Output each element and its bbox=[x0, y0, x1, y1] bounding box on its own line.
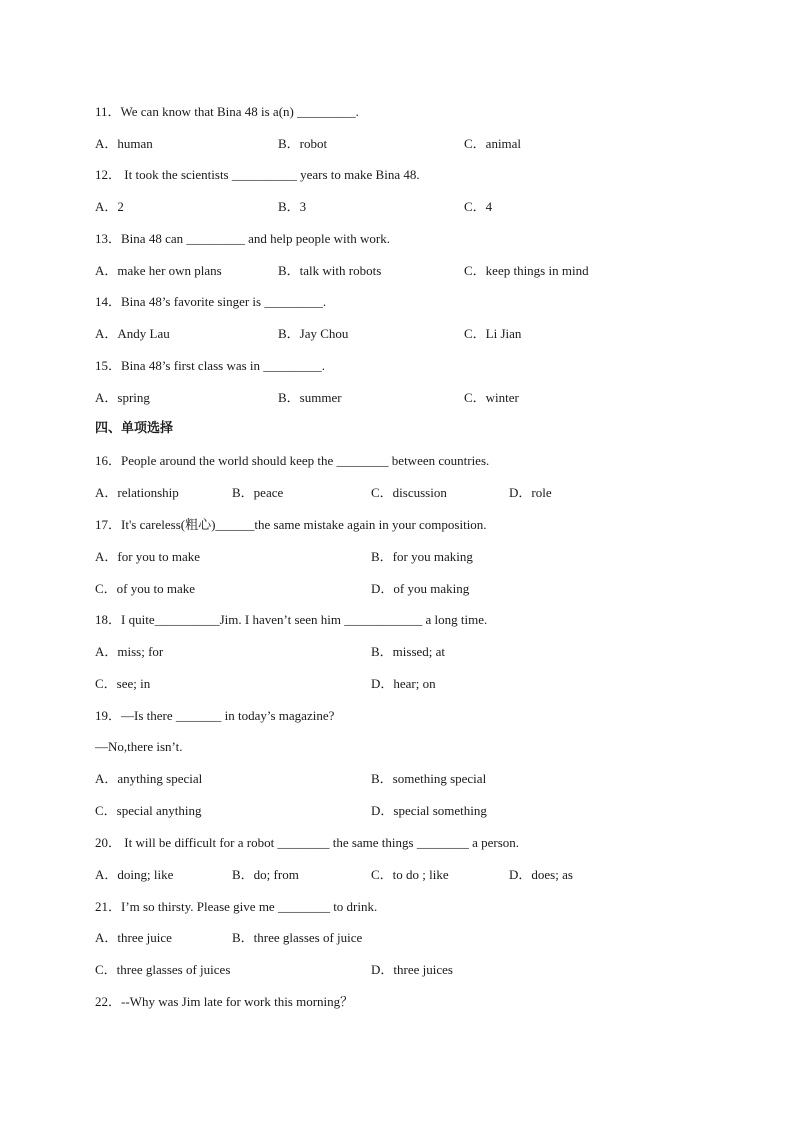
question-stem: Bina 48’s favorite singer is _________. bbox=[121, 294, 327, 309]
question-stem: It will be difficult for a robot ________ the same things ________ a person. bbox=[121, 835, 520, 850]
question-stem: It's careless(粗心)______the same mistake again in your composition. bbox=[121, 517, 487, 532]
option-c: C．of you to make bbox=[95, 581, 196, 596]
option-d: D．special something bbox=[371, 803, 487, 818]
question-number: 11． bbox=[95, 104, 121, 119]
question-12 bbox=[95, 167, 420, 183]
question-number: 20． bbox=[95, 835, 122, 850]
option-a: A．human bbox=[95, 136, 153, 151]
option-a: A．three juice bbox=[95, 930, 172, 945]
option-b: B．Jay Chou bbox=[278, 326, 349, 341]
option-d: D．three juices bbox=[371, 962, 453, 977]
option-a: A．miss; for bbox=[95, 644, 164, 659]
question-stem: --Why was Jim late for work this morning？ bbox=[121, 994, 354, 1009]
question-stem: Bina 48’s first class was in _________. bbox=[121, 358, 326, 373]
option-a: A．spring bbox=[95, 390, 150, 405]
question-stem: Bina 48 can _________ and help people with work. bbox=[121, 231, 390, 246]
question-21 bbox=[95, 899, 377, 915]
question-stem: It took the scientists __________ years to make Bina 48. bbox=[121, 167, 420, 182]
question-22 bbox=[95, 994, 353, 1010]
option-d: D．role bbox=[509, 485, 552, 500]
option-a: A．2 bbox=[95, 199, 124, 214]
option-c: C．keep things in mind bbox=[464, 263, 589, 278]
option-c: C．Li Jian bbox=[464, 326, 522, 341]
option-b: B．summer bbox=[278, 390, 342, 405]
question-11 bbox=[95, 104, 359, 120]
option-a: A．Andy Lau bbox=[95, 326, 170, 341]
option-d: D．of you making bbox=[371, 581, 470, 596]
option-b: B．3 bbox=[278, 199, 307, 214]
option-b: B．talk with robots bbox=[278, 263, 382, 278]
question-13 bbox=[95, 231, 390, 247]
option-b: B．three glasses of juice bbox=[232, 930, 363, 945]
option-a: A．doing; like bbox=[95, 867, 174, 882]
question-number: 14． bbox=[95, 294, 122, 309]
question-number: 15． bbox=[95, 358, 122, 373]
question-stem: We can know that Bina 48 is a(n) _________. bbox=[120, 104, 359, 119]
question-16 bbox=[95, 453, 489, 469]
option-b: B．missed; at bbox=[371, 644, 446, 659]
question-stem: —Is there _______ in today’s magazine? bbox=[121, 708, 335, 723]
question-stem: I’m so thirsty. Please give me ________ to drink. bbox=[121, 899, 378, 914]
option-d: D．does; as bbox=[509, 867, 573, 882]
question-number: 21． bbox=[95, 899, 122, 914]
question-number: 16． bbox=[95, 453, 122, 468]
option-c: C．see; in bbox=[95, 676, 151, 691]
option-c: C．animal bbox=[464, 136, 522, 151]
option-c: C．discussion bbox=[371, 485, 447, 500]
option-c: C．three glasses of juices bbox=[95, 962, 231, 977]
question-18 bbox=[95, 612, 487, 628]
question-15 bbox=[95, 358, 325, 374]
option-c: C．4 bbox=[464, 199, 493, 214]
option-b: B．for you making bbox=[371, 549, 473, 564]
option-c: C．winter bbox=[464, 390, 519, 405]
option-b: B．robot bbox=[278, 136, 328, 151]
question-20 bbox=[95, 835, 519, 851]
question-number: 22． bbox=[95, 994, 122, 1009]
option-b: B．do; from bbox=[232, 867, 299, 882]
question-number: 13． bbox=[95, 231, 122, 246]
option-c: C．to do ; like bbox=[371, 867, 449, 882]
question-number: 19． bbox=[95, 708, 122, 723]
question-17 bbox=[95, 517, 487, 533]
option-b: B．peace bbox=[232, 485, 284, 500]
dialogue-reply: —No,there isn’t. bbox=[95, 739, 183, 754]
option-a: A．anything special bbox=[95, 771, 203, 786]
option-c: C．special anything bbox=[95, 803, 202, 818]
question-stem: People around the world should keep the ________ between countries. bbox=[121, 453, 490, 468]
question-number: 18． bbox=[95, 612, 122, 627]
option-d: D．hear; on bbox=[371, 676, 436, 691]
option-a: A．make her own plans bbox=[95, 263, 222, 278]
question-14 bbox=[95, 294, 326, 310]
question-number: 17． bbox=[95, 517, 122, 532]
option-b: B．something special bbox=[371, 771, 487, 786]
option-a: A．relationship bbox=[95, 485, 179, 500]
option-a: A．for you to make bbox=[95, 549, 201, 564]
section-heading: 四、单项选择 bbox=[95, 421, 174, 436]
question-stem: I quite__________Jim. I haven’t seen him ____________ a long time. bbox=[121, 612, 488, 627]
question-19 bbox=[95, 708, 334, 724]
question-number: 12． bbox=[95, 167, 122, 182]
